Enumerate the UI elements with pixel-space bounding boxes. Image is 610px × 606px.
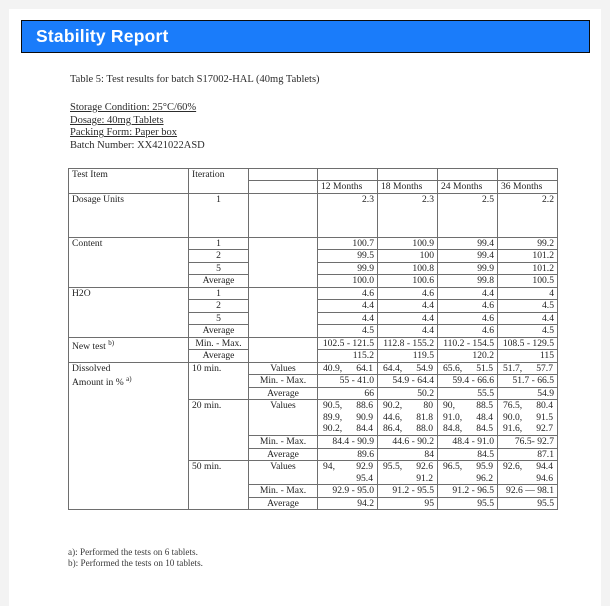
cell-value: 4.6 [438, 300, 498, 313]
cell-value: 55.5 [438, 387, 498, 400]
cell-value: 76.5- 92.7 [498, 436, 558, 449]
cell-value: 99.9 [438, 262, 498, 275]
cell-value: 95 [378, 497, 438, 510]
iteration-label: Average [189, 325, 249, 338]
cell-values-group: 95.5, 92.6 91.2 [378, 461, 438, 485]
cell-value: 115.2 [318, 350, 378, 363]
storage-condition: Storage Condition: 25°C/60% [70, 102, 197, 113]
cell-value: 84 [378, 448, 438, 461]
page-title: Stability Report [36, 26, 169, 46]
header-month-1: 18 Months [378, 181, 438, 194]
cell-value: 4.4 [438, 287, 498, 300]
cell-value: 4.5 [318, 325, 378, 338]
metadata-block [70, 102, 205, 152]
footnotes [68, 547, 203, 569]
cell-value: 101.2 [498, 250, 558, 263]
cell-value: 100 [378, 250, 438, 263]
cell-value: 92.6 — 98.1 [498, 485, 558, 498]
table-row-dissolved-values [69, 362, 558, 375]
cell-values-group: 51.7, 57.7 [498, 362, 558, 375]
table-row-content [69, 237, 558, 250]
cell-value: 91.2 - 96.5 [438, 485, 498, 498]
cell-value: 50.2 [378, 387, 438, 400]
header-month-blank-3 [498, 169, 558, 181]
cell-value: 84.5 [438, 448, 498, 461]
cell-value: 4.4 [378, 312, 438, 325]
cell-value: 100.9 [378, 237, 438, 250]
cell-value: 54.9 - 64.4 [378, 375, 438, 388]
iteration-label: Min. - Max. [249, 485, 318, 498]
iteration-label: 1 [189, 237, 249, 250]
iteration-label: Average [249, 497, 318, 510]
cell-value: 119.5 [378, 350, 438, 363]
iteration-label: 1 [189, 287, 249, 300]
cell-value: 4.6 [378, 287, 438, 300]
cell-value: 101.2 [498, 262, 558, 275]
iteration-label: 1 [189, 193, 249, 237]
cell-value: 115 [498, 350, 558, 363]
cell-value: 120.2 [438, 350, 498, 363]
table-row-h2o [69, 287, 558, 300]
cell-value: 2.5 [438, 193, 498, 237]
time-label-2: 50 min. [189, 461, 249, 510]
cell-value: 99.4 [438, 250, 498, 263]
cell-value: 110.2 - 154.5 [438, 337, 498, 350]
cell-value: 100.5 [498, 275, 558, 288]
cell-values-group: 94, 92.9 95.4 [318, 461, 378, 485]
cell-value: 4.4 [378, 325, 438, 338]
cell-value: 100.7 [318, 237, 378, 250]
table-body [69, 169, 558, 510]
cell-values-group: 92.6, 94.4 94.6 [498, 461, 558, 485]
cell-value: 91.2 - 95.5 [378, 485, 438, 498]
iteration-label: 5 [189, 262, 249, 275]
row-label-h2o: H2O [69, 287, 189, 337]
cell-value: 66 [318, 387, 378, 400]
iteration-label: Average [189, 275, 249, 288]
iteration-label: Values [249, 362, 318, 375]
cell-value: 102.5 - 121.5 [318, 337, 378, 350]
cell-value: 99.5 [318, 250, 378, 263]
cell-values-group: 90.5, 88.6 89.9, 90.9 90.2, 84.4 [318, 400, 378, 436]
iteration-label: Average [249, 387, 318, 400]
cell-values-group: 96.5, 95.9 96.2 [438, 461, 498, 485]
iteration-label: 2 [189, 300, 249, 313]
header-iteration: Iteration [189, 169, 249, 194]
cell-value: 4.4 [318, 300, 378, 313]
header-test-item: Test Item [69, 169, 189, 194]
time-col-blank [249, 237, 318, 287]
footnote-b: b): Performed the tests on 10 tablets. [68, 558, 203, 568]
cell-value: 99.4 [438, 237, 498, 250]
cell-value: 59.4 - 66.6 [438, 375, 498, 388]
table-row-new-test [69, 337, 558, 350]
row-label-dosage-units: Dosage Units [69, 193, 189, 237]
cell-value: 92.9 - 95.0 [318, 485, 378, 498]
row-label-dissolved: Dissolved Amount in % $^{a)}$ [69, 362, 189, 510]
cell-value: 54.9 [498, 387, 558, 400]
header-month-blank-0 [318, 169, 378, 181]
cell-values-group: 40.9, 64.1 [318, 362, 378, 375]
header-month-3: 36 Months [498, 181, 558, 194]
cell-value: 2.2 [498, 193, 558, 237]
report-header-bar [21, 20, 590, 53]
time-col-blank [249, 337, 318, 362]
cell-value: 4.5 [498, 325, 558, 338]
cell-value: 100.0 [318, 275, 378, 288]
cell-value: 2.3 [318, 193, 378, 237]
cell-value: 108.5 - 129.5 [498, 337, 558, 350]
cell-value: 100.6 [378, 275, 438, 288]
header-blank [249, 169, 318, 181]
iteration-label: Values [249, 461, 318, 485]
cell-value: 94.2 [318, 497, 378, 510]
iteration-label: Min. - Max. [189, 337, 249, 350]
page-edge-left [0, 0, 9, 606]
row-label-new-test: New test $^{b)}$ [69, 337, 189, 362]
cell-value: 87.1 [498, 448, 558, 461]
cell-value: 89.6 [318, 448, 378, 461]
cell-values-group: 76.5, 80.4 90.0, 91.5 91.6, 92.7 [498, 400, 558, 436]
cell-value: 4.6 [318, 287, 378, 300]
time-col-blank [249, 287, 318, 337]
cell-value: 48.4 - 91.0 [438, 436, 498, 449]
cell-values-group: 90.2, 80 44.6, 81.8 86.4, 88.0 [378, 400, 438, 436]
header-time-blank [249, 181, 318, 194]
cell-value: 4.4 [318, 312, 378, 325]
cell-value: 55 - 41.0 [318, 375, 378, 388]
cell-value: 95.5 [438, 497, 498, 510]
cell-value: 2.3 [378, 193, 438, 237]
cell-value: 4.4 [378, 300, 438, 313]
iteration-label: Average [249, 448, 318, 461]
cell-value: 100.8 [378, 262, 438, 275]
iteration-label: Values [249, 400, 318, 436]
dosage: Dosage: 40mg Tablets [70, 114, 164, 126]
cell-value: 112.8 - 155.2 [378, 337, 438, 350]
cell-value: 4.6 [438, 325, 498, 338]
cell-value: 84.4 - 90.9 [318, 436, 378, 449]
header-month-blank-1 [378, 169, 438, 181]
batch-number: Batch Number: XX421022ASD [70, 139, 205, 151]
time-label-0: 10 min. [189, 362, 249, 400]
cell-value: 99.9 [318, 262, 378, 275]
cell-value: 44.6 - 90.2 [378, 436, 438, 449]
iteration-label: 2 [189, 250, 249, 263]
cell-value: 4.4 [498, 312, 558, 325]
cell-values-group: 65.6, 51.5 [438, 362, 498, 375]
cell-value: 95.5 [498, 497, 558, 510]
packing-form: Packing Form: Paper box [70, 127, 178, 139]
iteration-label: Average [189, 350, 249, 363]
footnote-a: a): Performed the tests on 6 tablets. [68, 547, 198, 557]
page-edge-right [601, 0, 610, 606]
cell-values-group: 64.4, 54.9 [378, 362, 438, 375]
page-edge-top [0, 0, 610, 9]
cell-value: 4.5 [498, 300, 558, 313]
cell-value: 4.6 [438, 312, 498, 325]
cell-value: 99.8 [438, 275, 498, 288]
cell-values-group: 90, 88.5 91.0, 48.4 84.8, 84.5 [438, 400, 498, 436]
time-label-1: 20 min. [189, 400, 249, 461]
cell-value: 99.2 [498, 237, 558, 250]
table-caption: Table 5: Test results for batch S17002-HAL (40mg Tablets) [70, 74, 320, 85]
header-month-0: 12 Months [318, 181, 378, 194]
time-col-blank [249, 193, 318, 237]
iteration-label: Min. - Max. [249, 436, 318, 449]
header-month-blank-2 [438, 169, 498, 181]
iteration-label: Min. - Max. [249, 375, 318, 388]
row-label-content: Content [69, 237, 189, 287]
stability-results-table [68, 168, 558, 510]
iteration-label: 5 [189, 312, 249, 325]
cell-value: 51.7 - 66.5 [498, 375, 558, 388]
cell-value: 4 [498, 287, 558, 300]
table-header-row-1 [69, 169, 558, 181]
header-month-2: 24 Months [438, 181, 498, 194]
table-row-dosage-units [69, 193, 558, 237]
